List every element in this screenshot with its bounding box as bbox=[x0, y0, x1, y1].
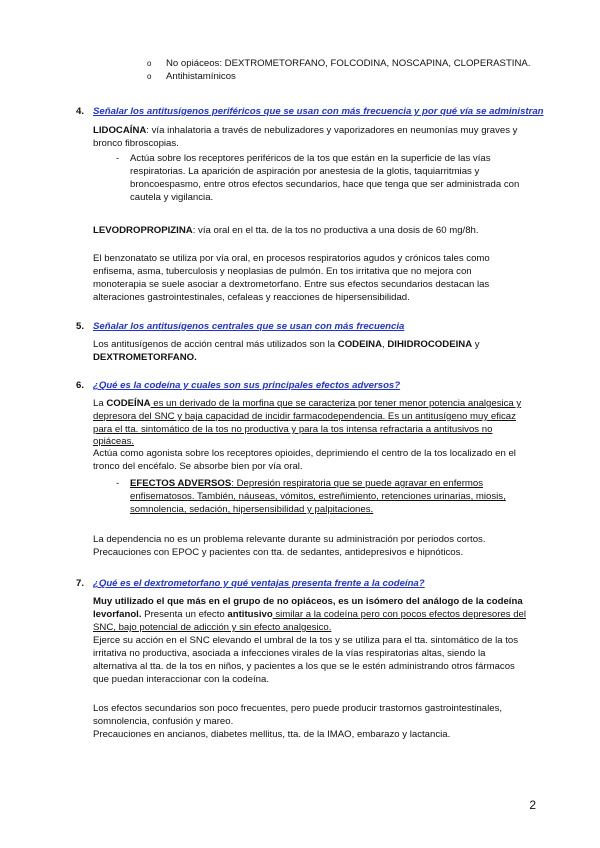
text-span: similar a la codeína pero con pocos efectos depresores del bbox=[272, 609, 527, 620]
paragraph-line: Actúa sobre los receptores periféricos de la tos que están en la superficie de las vías bbox=[130, 153, 491, 164]
paragraph-line: enfisematosos. También, náuseas, vómitos, estreñimiento, retenciones urinarias, miosis, bbox=[130, 491, 506, 502]
text-span: Presenta un efecto bbox=[141, 609, 228, 620]
term-efectos-adversos: EFECTOS ADVERSOS bbox=[130, 478, 232, 489]
paragraph-line: La dependencia no es un problema relevante durante su administración por periodos cortos. bbox=[93, 534, 486, 545]
term-codeina: CODEÍNA bbox=[106, 398, 151, 409]
paragraph-line: alternativa al tta. de la tos en niños, y pacientes a los que se le estén administrando otros fármacos bbox=[93, 661, 515, 672]
paragraph-line: Ejerce su acción en el SNC elevando el umbral de la tos y se utiliza para el tta. sintomático de la tos bbox=[93, 635, 519, 646]
paragraph-line: que puedan interaccionar con la codeína. bbox=[93, 674, 270, 685]
paragraph-line: somnolencia, sedación, hipersensibilidad y palpitaciones. bbox=[130, 504, 374, 515]
term-antitusivo: antitusivo bbox=[227, 609, 273, 620]
term-levodropropizina: LEVODROPROPIZINA bbox=[93, 225, 193, 236]
text-span: Los antitusígenos de acción central más utilizados son la bbox=[93, 339, 338, 350]
paragraph-line: enfisema, asma, tuberculosis y neoplasias de pulmón. En tos irritativa que no mejora con bbox=[93, 266, 472, 277]
paragraph-line: tronco del encéfalo. Se absorbe bien por vía oral. bbox=[93, 461, 303, 472]
paragraph-line: cautela y vigilancia. bbox=[130, 192, 214, 203]
paragraph-line: Muy utilizado el que más en el grupo de no opiáceos, es un isómero del análogo de la codeína bbox=[93, 596, 523, 607]
page-number: 2 bbox=[529, 798, 536, 812]
paragraph-line: respiratorias. La aparición de aspiración por anestesia de la glotis, taquiarritmias y bbox=[130, 166, 480, 177]
text-span: , bbox=[382, 339, 388, 350]
paragraph-line bbox=[93, 339, 480, 351]
term-levorfanol: levorfanol. bbox=[93, 609, 142, 620]
term-dihidrocodeina: DIHIDROCODEINA bbox=[387, 339, 473, 350]
paragraph-line: opiáceas. bbox=[93, 436, 135, 447]
paragraph-line: monoterapia se suele asociar a dextrometorfano. Entre sus efectos secundarios destacan las bbox=[93, 279, 490, 290]
paragraph-line: SNC, bajo potencial de adicción y sin efecto analgesico. bbox=[93, 622, 332, 633]
paragraph-line bbox=[130, 478, 483, 490]
paragraph-line bbox=[93, 125, 517, 137]
paragraph-line: Precauciones con EPOC y pacientes con tta. de sedantes, antidepresivos e hipnóticos. bbox=[93, 547, 464, 558]
question-number: 6. bbox=[76, 380, 85, 391]
paragraph-line bbox=[93, 398, 521, 410]
text-span: es un derivado de la morfina que se caracteriza por tener menor potencia analgesica y bbox=[150, 398, 522, 409]
question-title: Señalar los antitusígenos centrales que se usan con más frecuencia bbox=[93, 321, 405, 332]
question-number: 5. bbox=[76, 321, 85, 332]
paragraph-line bbox=[93, 225, 479, 237]
paragraph-line bbox=[93, 609, 526, 621]
paragraph-line: Precauciones en ancianos, diabetes mellitus, tta. de la IMAO, embarazo y lactancia. bbox=[93, 729, 451, 740]
term-lidocaina: LIDOCAÍNA bbox=[93, 125, 147, 136]
paragraph-line: somnolencia, confusión y mareo. bbox=[93, 716, 234, 727]
list-item: No opiáceos: DEXTROMETORFANO, FOLCODINA, NOSCAPINA, CLOPERASTINA. bbox=[166, 58, 531, 69]
question-title: Señalar los antitusígenos periféricos que se usan con más frecuencia y por qué vía se administran bbox=[93, 106, 544, 117]
paragraph-line: Actúa como agonista sobre los receptores opioides, deprimiendo el centro de la tos localizado en el bbox=[93, 448, 516, 459]
text-span: : vía oral en el tta. de la tos no productiva a una dosis de 60 mg/8h. bbox=[192, 225, 479, 236]
text-span: : Depresión respiratoria que se puede agravar en enfermos bbox=[231, 478, 484, 489]
term-dextrometorfano: DEXTROMETORFANO. bbox=[93, 352, 197, 363]
question-title: ¿Qué es la codeína y cuales son sus principales efectos adversos? bbox=[93, 380, 401, 391]
question-number: 4. bbox=[76, 106, 85, 117]
question-title: ¿Qué es el dextrometorfano y qué ventajas presenta frente a la codeína? bbox=[93, 578, 425, 589]
text-span: La bbox=[93, 398, 107, 409]
paragraph-line: alteraciones gastrointestinales, cefaleas y reacciones de hipersensibilidad. bbox=[93, 292, 410, 303]
text-span: : vía inhalatoria a través de nebulizadores y vaporizadores en neumonías muy graves y bbox=[146, 125, 518, 136]
dash-bullet: - bbox=[116, 478, 120, 489]
paragraph-line: para el tta. sintomático de la tos no productiva y para la tos intensa refractaria a antitusivos no bbox=[93, 424, 493, 435]
dash-bullet: - bbox=[116, 153, 120, 164]
question-number: 7. bbox=[76, 578, 85, 589]
list-bullet: o bbox=[147, 72, 152, 81]
paragraph-line: broncoespasmo, entre otros efectos secundarios, hace que tenga que ser administrada con bbox=[130, 179, 520, 190]
text-span: y bbox=[472, 339, 480, 350]
list-item: Antihistamínicos bbox=[166, 71, 236, 82]
term-codeina: CODEINA bbox=[337, 339, 383, 350]
paragraph-line: Los efectos secundarios son poco frecuentes, pero puede producir trastornos gastrointestinales, bbox=[93, 703, 503, 714]
list-bullet: o bbox=[147, 59, 152, 68]
paragraph-line: El benzonatato se utiliza por vía oral, en procesos respiratorios agudos y crónicos tales como bbox=[93, 253, 490, 264]
paragraph-line: bronco fibroscopias. bbox=[93, 138, 179, 149]
paragraph-line: irritativa no productiva, asociada a infecciones virales de la vías respiratorias altas, siendo la bbox=[93, 648, 486, 659]
paragraph-line: depresora del SNC y baja capacidad de incidir farmacodependencia. Es un antitusígeno muy eficaz bbox=[93, 411, 516, 422]
